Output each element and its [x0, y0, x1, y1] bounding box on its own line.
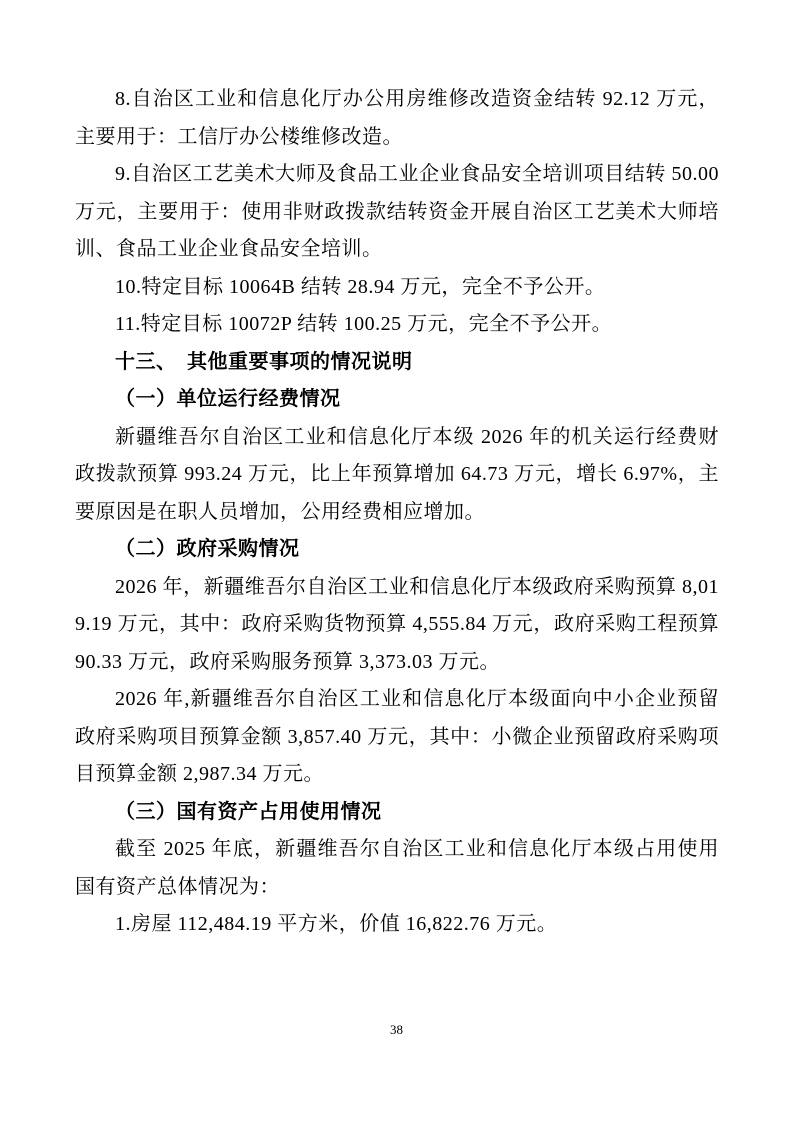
heading-section-13-other-important-matters: 十三、 其他重要事项的情况说明: [115, 350, 413, 373]
para-procurement-budget-detail: 2026 年，新疆维吾尔自治区工业和信息化厅本级政府采购预算 8,019.19 万元，其中：政府采购货物预算 4,555.84 万元，政府采购工程预算 90.33 万元，政府采购服务预算 3,373.03 万元。: [75, 575, 719, 673]
heading-sub-3-state-owned-assets: （三）国有资产占用使用情况: [115, 800, 382, 823]
para-item-8-office-renovation: 8.自治区工业和信息化厅办公用房维修改造资金结转 92.12 万元，主要用于：工信厅办公楼维修改造。: [75, 88, 719, 148]
para-operating-expenses-detail: 新疆维吾尔自治区工业和信息化厅本级 2026 年的机关运行经费财政拨款预算 993.24 万元，比上年预算增加 64.73 万元，增长 6.97%，主要原因是在职人员增加，公用经费相应增加。: [75, 425, 719, 523]
para-state-assets-intro: 截至 2025 年底，新疆维吾尔自治区工业和信息化厅本级占用使用国有资产总体情况为：: [75, 838, 719, 898]
heading-sub-2-government-procurement: （二）政府采购情况: [115, 538, 300, 560]
para-housing-assets-value: 1.房屋 112,484.19 平方米，价值 16,822.76 万元。: [115, 913, 558, 935]
para-item-11-specific-target-10072P: 11.特定目标 10072P 结转 100.25 万元，完全不予公开。: [115, 313, 613, 335]
para-sme-reserved-procurement: 2026 年,新疆维吾尔自治区工业和信息化厅本级面向中小企业预留政府采购项目预算金额 3,857.40 万元，其中：小微企业预留政府采购项目预算金额 2,987.34 万元。: [75, 688, 719, 785]
heading-sub-1-unit-operating-expenses: （一）单位运行经费情况: [115, 388, 341, 410]
document-body: [75, 81, 719, 944]
page-number: 38: [390, 1022, 403, 1037]
para-item-9-training-project: 9.自治区工艺美术大师及食品工业企业食品安全培训项目结转 50.00 万元，主要用于：使用非财政拨款结转资金开展自治区工艺美术大师培训、食品工业企业食品安全培训。: [75, 163, 719, 260]
para-item-10-specific-target-10064B: 10.特定目标 10064B 结转 28.94 万元，完全不予公开。: [115, 275, 606, 298]
